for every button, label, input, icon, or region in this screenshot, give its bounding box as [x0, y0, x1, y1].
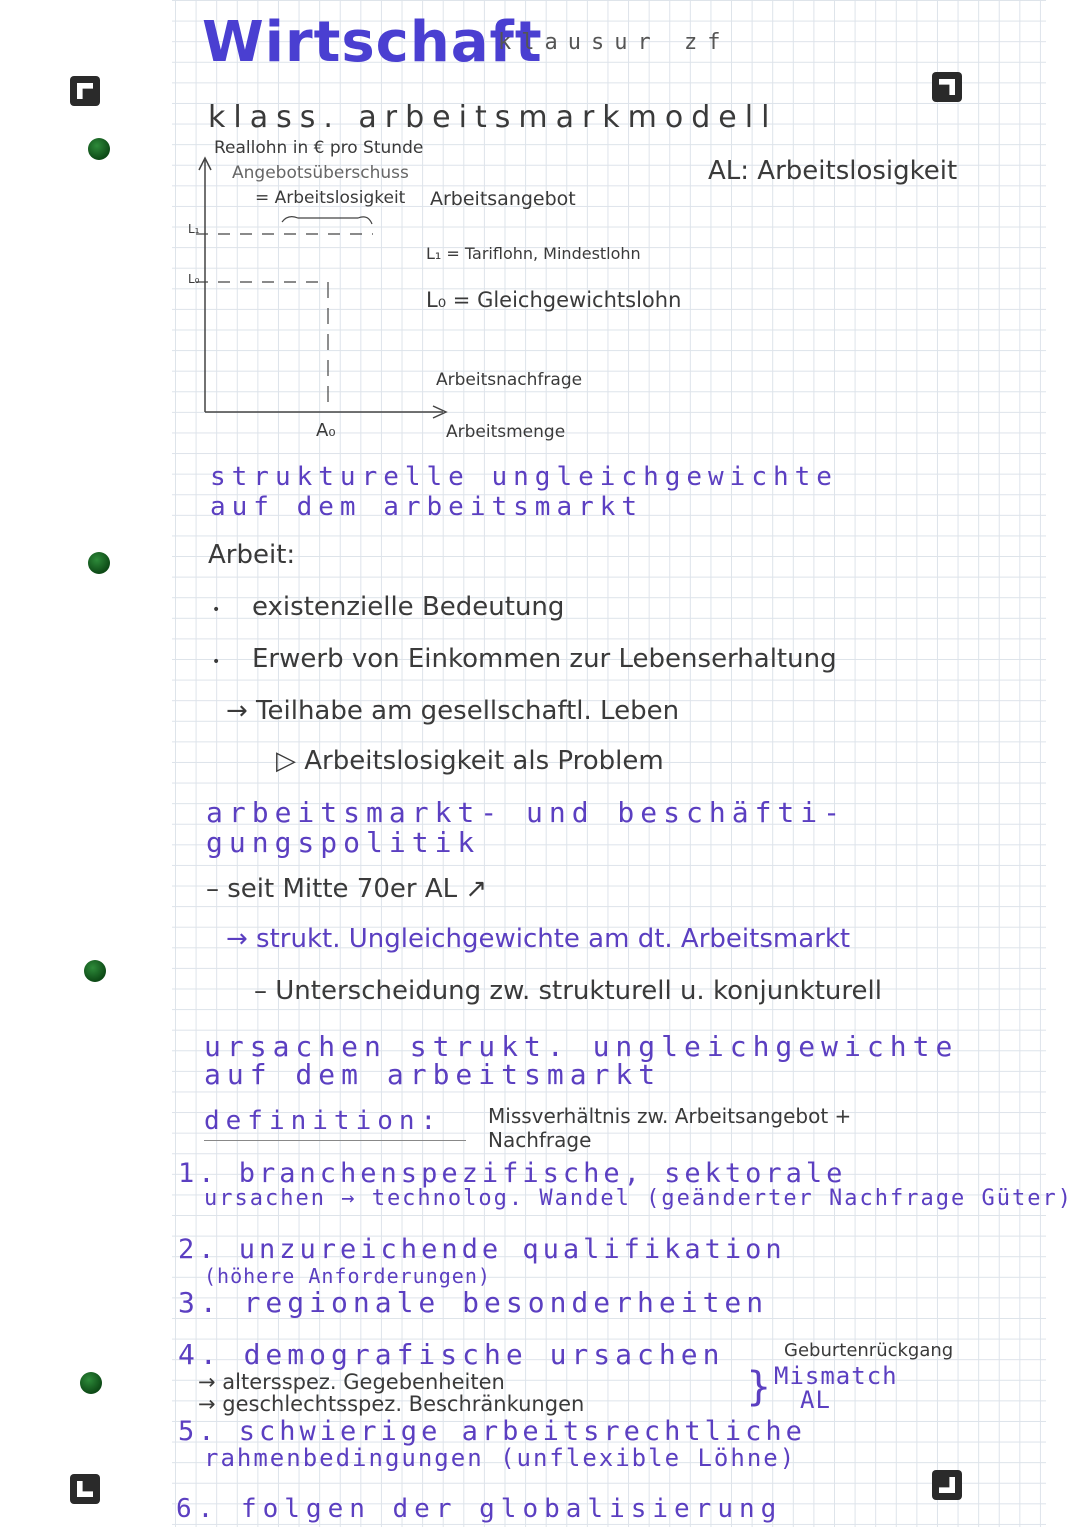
al-note: AL	[800, 1386, 831, 1414]
politik-line3: – Unterscheidung zw. strukturell u. konjunkturell	[254, 976, 882, 1006]
struktur-heading: strukturelle ungleichgewichte	[210, 462, 838, 492]
ursache-6: 6. folgen der globalisierung	[176, 1494, 783, 1524]
corner-marker-icon	[932, 72, 962, 102]
politik-heading: arbeitsmarkt- und beschäfti-	[206, 796, 847, 829]
page-subtitle: klausur zf	[498, 30, 731, 55]
bullet-icon: •	[212, 602, 221, 618]
arbeitslosigkeit-label: = Arbeitslosigkeit	[255, 188, 406, 208]
ursache-2-detail: (höhere Anforderungen)	[204, 1264, 491, 1288]
politik-heading-2: gungspolitik	[206, 826, 481, 859]
corner-marker-icon	[70, 76, 100, 106]
ursache-2: 2. unzureichende qualifikation	[178, 1234, 786, 1265]
ursache-1-detail: ursachen → technolog. Wandel (geänderter Nachfrage Güter)	[204, 1186, 1073, 1211]
corner-marker-icon	[932, 1470, 962, 1500]
al-definition: AL: Arbeitslosigkeit	[708, 156, 958, 186]
brace-icon: }	[746, 1364, 772, 1410]
bullet-icon: •	[212, 654, 221, 670]
x-axis-label: Arbeitsmenge	[446, 422, 566, 442]
l1-definition: L₁ = Tariflohn, Mindestlohn	[426, 244, 641, 263]
bullet-existenziell: existenzielle Bedeutung	[252, 592, 565, 622]
a0-tick: A₀	[316, 420, 336, 441]
ursache-3: 3. regionale besonderheiten	[178, 1286, 769, 1319]
ursache-5-detail: rahmenbedingungen (unflexible Löhne)	[204, 1444, 797, 1472]
geburtenrueckgang-note: Geburtenrückgang	[784, 1340, 954, 1361]
binder-dot-icon	[84, 960, 106, 982]
definition-label: definition:	[204, 1106, 443, 1136]
politik-line1: – seit Mitte 70er AL ↗	[206, 874, 488, 904]
struktur-heading-2: auf dem arbeitsmarkt	[210, 492, 644, 522]
y-axis-label: Reallohn in € pro Stunde	[214, 138, 424, 158]
ursache-4-sub2: → geschlechtsspez. Beschränkungen	[198, 1392, 585, 1416]
ursachen-heading-2: auf dem arbeitsmarkt	[204, 1058, 662, 1091]
arbeit-label: Arbeit:	[208, 540, 296, 570]
arrow-arbeitslosigkeit: ▷ Arbeitslosigkeit als Problem	[276, 746, 664, 776]
angebotsueberschuss-label: Angebotsüberschuss	[232, 163, 409, 183]
politik-line2: → strukt. Ungleichgewichte am dt. Arbeitsmarkt	[226, 924, 851, 954]
ursache-4: 4. demografische ursachen	[178, 1338, 725, 1371]
definition-text: Missverhältnis zw. Arbeitsangebot +	[488, 1104, 852, 1128]
corner-marker-icon	[70, 1474, 100, 1504]
bullet-einkommen: Erwerb von Einkommen zur Lebenserhaltung	[252, 644, 837, 674]
l0-definition: L₀ = Gleichgewichtslohn	[426, 288, 682, 312]
binder-dot-icon	[88, 552, 110, 574]
arbeitsnachfrage-label: Arbeitsnachfrage	[436, 370, 583, 390]
definition-text-2: Nachfrage	[488, 1128, 592, 1152]
arrow-teilhabe: → Teilhabe am gesellschaftl. Leben	[226, 696, 680, 726]
binder-dot-icon	[88, 138, 110, 160]
left-margin	[0, 0, 172, 1527]
model-heading: klass. arbeitsmarkmodell	[208, 100, 778, 135]
l1-axis-tick: L₁	[188, 222, 200, 236]
l0-axis-tick: L₀	[188, 272, 200, 286]
arbeitsangebot-label: Arbeitsangebot	[430, 188, 576, 210]
ursache-5: 5. schwierige arbeitsrechtliche	[178, 1416, 806, 1447]
right-margin	[1046, 0, 1080, 1527]
binder-dot-icon	[80, 1372, 102, 1394]
ursachen-heading: ursachen strukt. ungleichgewichte	[204, 1030, 959, 1063]
definition-underline	[204, 1140, 466, 1141]
ursache-1: 1. branchenspezifische, sektorale	[178, 1158, 847, 1189]
page-title: Wirtschaft	[202, 10, 543, 75]
mismatch-note: Mismatch	[774, 1362, 898, 1390]
ursache-4-sub1: → altersspez. Gegebenheiten	[198, 1370, 505, 1394]
